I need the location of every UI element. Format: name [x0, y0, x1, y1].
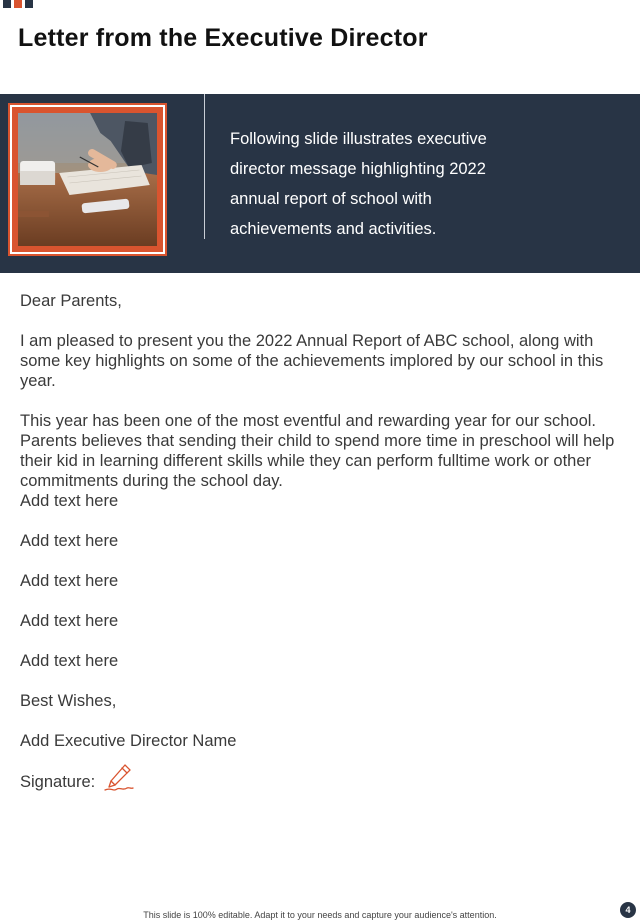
navy-square	[25, 0, 33, 8]
letter-body	[20, 291, 620, 793]
director-name: Add Executive Director Name	[20, 732, 237, 750]
page-title: Letter from the Executive Director	[18, 24, 428, 52]
placeholder-text: Add text here	[20, 492, 119, 510]
navy-square	[3, 0, 11, 8]
placeholder-text: Add text here	[20, 572, 119, 590]
footer-note: This slide is 100% editable. Adapt it to your needs and capture your audience's attention.	[143, 910, 497, 920]
placeholder-text: Add text here	[20, 652, 119, 670]
banner-divider	[204, 94, 205, 239]
salutation: Dear Parents,	[20, 292, 122, 310]
page-number: 4	[620, 902, 636, 918]
placeholder-text: Add text here	[20, 612, 119, 630]
banner-description: Following slide illustrates executive director message highlighting 2022 annual report of school with achievements and activities.	[230, 130, 487, 238]
signature-row	[20, 771, 620, 793]
closing: Best Wishes,	[20, 692, 117, 710]
orange-square	[14, 0, 22, 8]
letter-paragraph: I am pleased to present you the 2022 Annual Report of ABC school, along with some key highlights on some of the achievements implored by our school in this year.	[20, 332, 604, 390]
pen-signature-icon	[103, 763, 135, 793]
intro-banner	[0, 94, 640, 273]
photo-frame	[8, 103, 167, 256]
person-writing-photo	[18, 113, 157, 246]
placeholder-text: Add text here	[20, 532, 119, 550]
corner-squares	[3, 0, 33, 8]
letter-paragraph: This year has been one of the most eventful and rewarding year for our school. Parents believes that sending their child to spend more time in preschool will help their kid in learning different skills while they can perform fulltime work or other commitments during the school day.	[20, 412, 615, 490]
signature-label: Signature:	[20, 773, 96, 791]
